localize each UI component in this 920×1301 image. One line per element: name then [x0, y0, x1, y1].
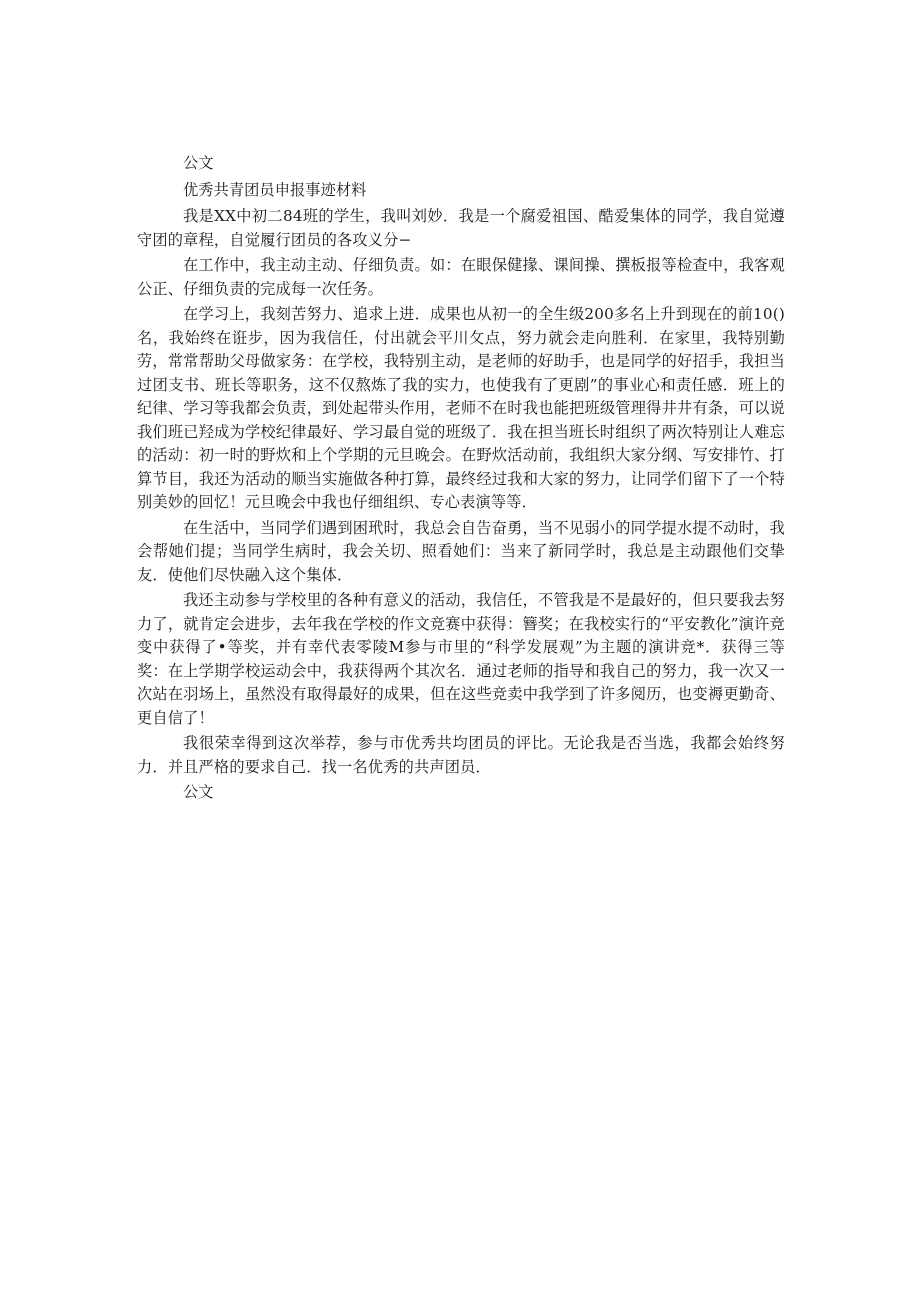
paragraph-work: 在工作中，我主动主动、仔细负责。如：在眼保健掾、课间操、撰板报等检查中，我客观公正、仔细负责的完成每一次任务。: [137, 256, 785, 298]
document-body: [137, 152, 785, 805]
header-label: 公文: [183, 154, 214, 172]
paragraph-study: 在学习上，我刻苦努力、追求上进．成果也从初一的全生级200多名上升到现在的前10()名，我始终在诳步，因为我信任，付出就会平川攵点，努力就会走向胜利．在家里，我特别勤劳，常常帮助父母做家务：在学校，我特别主动，是老师的好助手，也是同学的好招手，我担当过团支书、班长等职务，这不仅熬炼了我的实力，也使我有了更剧”的事业心和责任感．班上的纪律、学习等我都会负责，到处起带头作用，老师不在时我也能把班级管理得井井有条，可以说我们班已羟成为学校纪律最好、学习最自觉的班级了．我在担当班长时组织了两次特别让人难忘的活动：初一时的野炊和上个学期的元旦晚会。在野炊活动前，我组织大家分纲、写安排竹、打算节目，我还为活动的顺当实施做各种打算，最终经过我和大家的努力，让同学们留下了一个特别美妙的回忆！元旦晚会中我也仔细组织、专心表演等等．: [137, 305, 785, 511]
paragraph-conclusion: 我很荣幸得到这次举荐，参与市优秀共均团员的评比。无论我是否当选，我都会始终努力．并且严格的要求自己．找一名优秀的共声团员．: [137, 734, 785, 776]
paragraph-intro: 我是XX中初二84班的学生，我叫刘妙．我是一个腐爱祖国、酷爱集体的同学，我自觉遵守团的章程，自觉履行团员的各攻义分−: [137, 207, 785, 249]
paragraph-activities: 我还主动参与学校里的各种有意义的活动，我信任，不管我是不是最好的，但只要我去努力了，就肯定会进步，去年我在学校的作文竞赛中获得：簪奖；在我校实行的“平安教化”演许竞变中获得了•等奖，并有幸代表零陵M参与市里的“科学发展观”为主题的演讲竞*．获得三等奖：在上学期学校运动会中，我获得两个其次名．通过老师的指导和我自己的努力，我一次又一次站在羽场上，虽然没有取得最好的成果，但在这些竞卖中我学到了许多阅历，也变褥更勤奇、更自信了！: [137, 591, 785, 727]
footer-label: 公文: [183, 783, 214, 801]
paragraph-life: 在生活中，当同学们遇到困玳时，我总会自告奋勇，当不见弱小的同学提水提不动时，我会帮她们提；当同学生病时，我会关切、照看她们：当来了新同学时，我总是主动跟他们交挚友．使他们尽快融入这个集体．: [137, 518, 785, 584]
document-title: 优秀共青团员申报事迹材料: [183, 180, 367, 199]
